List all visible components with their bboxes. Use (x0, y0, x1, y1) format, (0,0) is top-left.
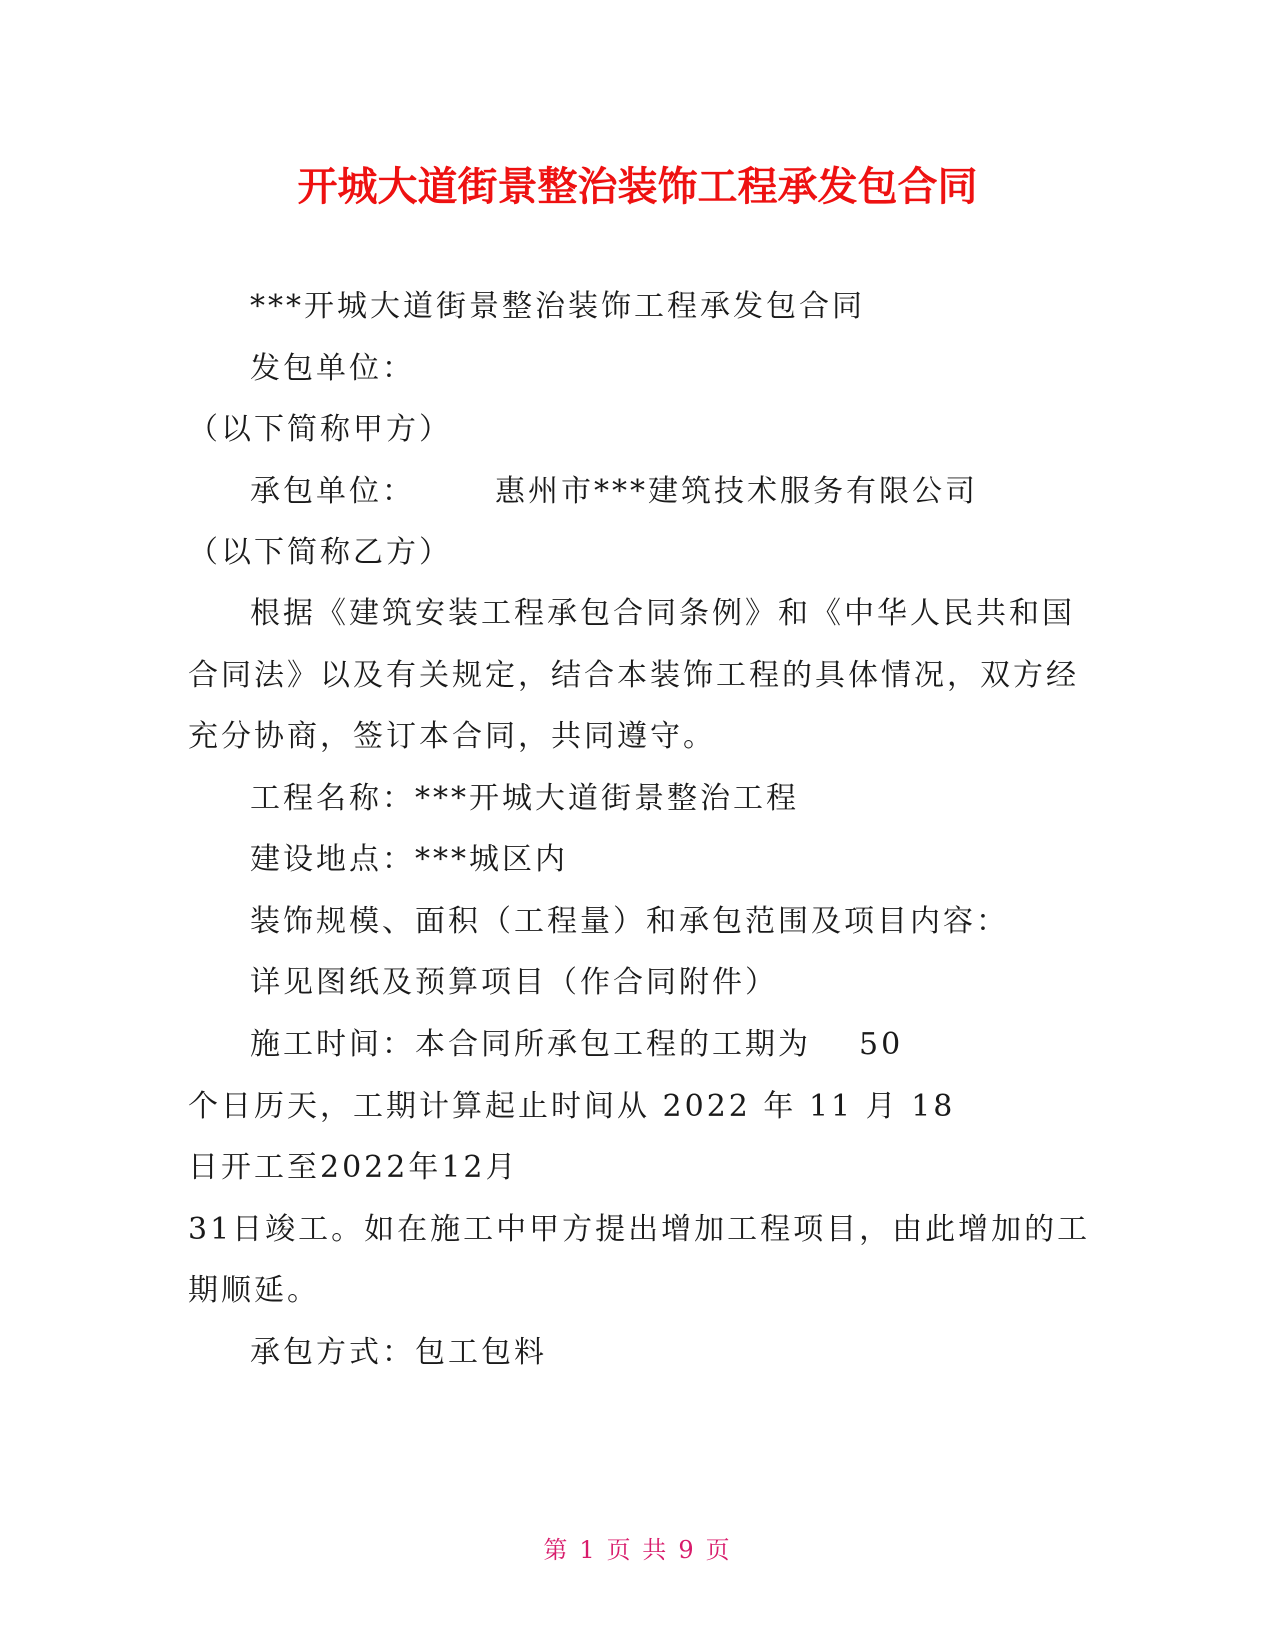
contractor-name: 惠州市***建筑技术服务有限公司 (495, 474, 978, 509)
schedule-days: 50 (859, 1027, 904, 1062)
employer-label: 发包单位： (250, 351, 415, 386)
footer-middle: 页 共 (606, 1536, 669, 1564)
subtitle-line: ***开城大道街景整治装饰工程承发包合同 (250, 289, 865, 324)
basis-line-2: 合同法》以及有关规定，结合本装饰工程的具体情况，双方经 (188, 658, 1079, 693)
schedule-line-5: 期顺延。 (188, 1273, 320, 1308)
scope-detail-line: 详见图纸及预算项目（作合同附件） (250, 965, 778, 1000)
schedule-line-4: 31日竣工。如在施工中甲方提出增加工程项目，由此增加的工 (188, 1212, 1091, 1247)
schedule-line-3: 日开工至2022年12月 (188, 1150, 519, 1185)
footer-prefix: 第 (543, 1536, 570, 1564)
contract-mode-line: 承包方式：包工包料 (250, 1335, 547, 1370)
page-number-footer (0, 1534, 1275, 1566)
footer-current-page: 1 (579, 1536, 597, 1564)
contractor-note: （以下简称乙方） (188, 535, 452, 570)
footer-suffix: 页 (705, 1536, 732, 1564)
project-name-line: 工程名称：***开城大道街景整治工程 (250, 781, 799, 816)
basis-line-1: 根据《建筑安装工程承包合同条例》和《中华人民共和国 (250, 596, 1075, 631)
contractor-line (250, 472, 978, 512)
document-title: 开城大道街景整治装饰工程承发包合同 (297, 164, 978, 210)
schedule-line-2: 个日历天，工期计算起止时间从 2022 年 11 月 18 (188, 1089, 956, 1124)
location-line: 建设地点：***城区内 (250, 842, 568, 877)
scope-line: 装饰规模、面积（工程量）和承包范围及项目内容： (250, 904, 1009, 939)
schedule-text: 施工时间：本合同所承包工程的工期为 (250, 1027, 811, 1062)
schedule-line-1 (250, 1025, 903, 1065)
employer-note: （以下简称甲方） (188, 412, 452, 447)
contractor-label: 承包单位： (250, 474, 415, 509)
basis-line-3: 充分协商，签订本合同，共同遵守。 (188, 719, 716, 754)
footer-total-pages: 9 (678, 1536, 696, 1564)
